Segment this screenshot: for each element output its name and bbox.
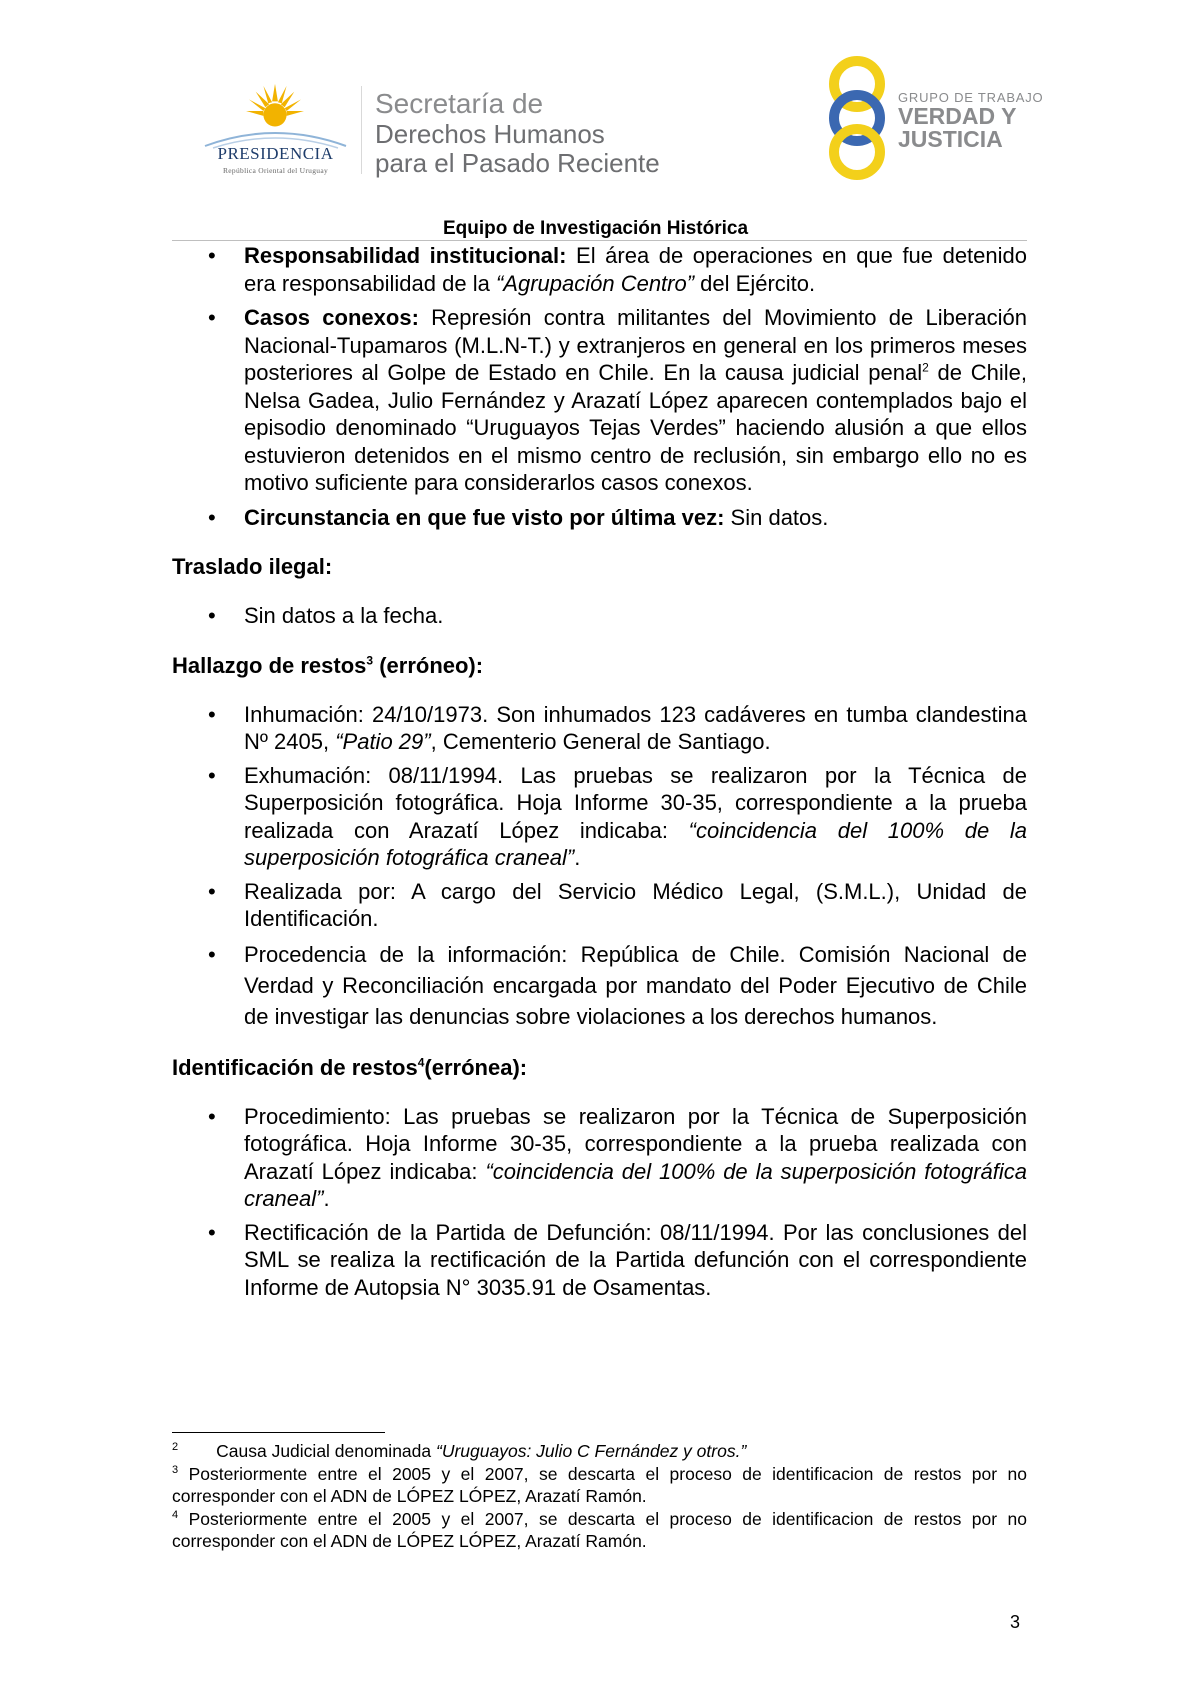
list-item-exhumacion: • Exhumación: 08/11/1994. Las pruebas se realizaron por la Técnica de Superposición fotográfica. Hoja Informe 30-35, correspondiente a la prueba realizada con Arazatí López indicaba: “coincidencia del 100% de la superposición fotográfica craneal”. [172,762,1027,872]
responsabilidad-label: Responsabilidad institucional: [244,243,567,268]
secretaria-title [375,88,735,178]
header-divider [361,86,362,174]
secretaria-line-1: Secretaría de [375,88,544,119]
identificacion-list [172,1103,1027,1302]
gvj-line-1: GRUPO DE TRABAJO [898,90,1044,105]
list-item-realizada: • Realizada por: A cargo del Servicio Médico Legal, (S.M.L.), Unidad de Identificación. [172,878,1027,933]
footnote-2: $^2$ Causa Judicial denominada “Uruguayos: Julio C Fernández y otros.” [172,1441,747,1461]
header-rule [172,240,1027,241]
hallazgo-heading: Hallazgo de restos$^3$ (erróneo): [172,652,484,678]
traslado-heading: Traslado ilegal: [172,554,333,579]
team-title: Equipo de Investigación Histórica [442,218,749,239]
list-item-traslado: • Sin datos a la fecha. [172,602,1027,630]
secretaria-line-3: para el Pasado Reciente [375,148,660,178]
footnote-ref-2: 2 [922,360,929,375]
presidencia-name: PRESIDENCIA [217,144,334,163]
page-header [0,0,1191,239]
casos-label: Casos conexos: [244,305,419,330]
page-number: 3 [1010,1612,1021,1632]
circunstancia-label: Circunstancia en que fue visto por última vez: [244,504,725,530]
secretaria-line-2: Derechos Humanos [375,119,605,149]
page-content [172,242,1027,1301]
footnote-ref-3: 3 [366,653,374,668]
footnote-ref-4: 4 [417,1055,425,1070]
case-details-list [172,242,1027,531]
list-item-casos-conexos: • Casos conexos: Represión contra militantes del Movimiento de Liberación Nacional-Tupamaros (M.L.N-T.) y extranjeros en general en los primeros meses posteriores al Golpe de Estado en Chile. En la causa judicial penal$^2$ de Chile, Nelsa Gadea, Julio Fernández y Arazatí López aparecen contemplados bajo el episodio denominado “Uruguayos Tejas Verdes” haciendo alusión a que ellos estuvieron detenidos en el mismo centro de reclusión, sin embargo ello no es motivo suficiente para considerarlos casos conexos. [172,304,1027,497]
presidencia-subtitle: República Oriental del Uruguay [222,166,328,175]
footnote-separator [172,1432,385,1433]
gvj-line-3: JUSTICIA [898,126,1003,152]
list-item-procedencia: • Procedencia de la información: República de Chile. Comisión Nacional de Verdad y Reconciliación encargada por mandato del Poder Ejecutivo de Chile de investigar las denuncias sobre violaciones a los derechos humanos. [172,939,1027,1032]
list-item-responsabilidad: • Responsabilidad institucional: El área de operaciones en que fue detenido era responsabilidad de la “Agrupación Centro” del Ejército. [172,242,1027,297]
footnote-3: $^3$ Posteriormente entre el 2005 y el 2007, se descarta el proceso de identificacion de restos por no corresponder con el ADN de LÓPEZ LÓPEZ, Arazatí Ramón. [172,1463,1027,1506]
list-item-rectificacion: • Rectificación de la Partida de Defunción: 08/11/1994. Por las conclusiones del SML se realiza la rectificación de la Partida defunción con el correspondiente Informe de Autopsia N° 3035.91 de Osamentas. [172,1219,1027,1302]
presidencia-logo [198,82,353,182]
gvj-line-2: VERDAD Y [898,103,1017,129]
verdad-justicia-logo-icon [822,56,892,180]
identificacion-heading: Identificación de restos$^4$(errónea): [172,1054,528,1080]
hallazgo-list [172,701,1027,1032]
traslado-list [172,602,1027,630]
list-item-circunstancia: • Circunstancia en que fue visto por última vez: Sin datos. [172,504,1027,532]
list-item-procedimiento: • Procedimiento: Las pruebas se realizaron por la Técnica de Superposición fotográfica. Hoja Informe 30-35, correspondiente a la prueba realizada con Arazatí López indicaba: “coincidencia del 100% de la superposición fotográfica craneal”. [172,1103,1027,1213]
list-item-inhumacion: • Inhumación: 24/10/1973. Son inhumados 123 cadáveres en tumba clandestina Nº 2405, “Patio 29”, Cementerio General de Santiago. [172,701,1027,756]
footnote-4: $^4$ Posteriormente entre el 2005 y el 2007, se descarta el proceso de identificacion de restos por no corresponder con el ADN de LÓPEZ LÓPEZ, Arazatí Ramón. [172,1508,1027,1551]
footnotes [172,1440,1027,1553]
